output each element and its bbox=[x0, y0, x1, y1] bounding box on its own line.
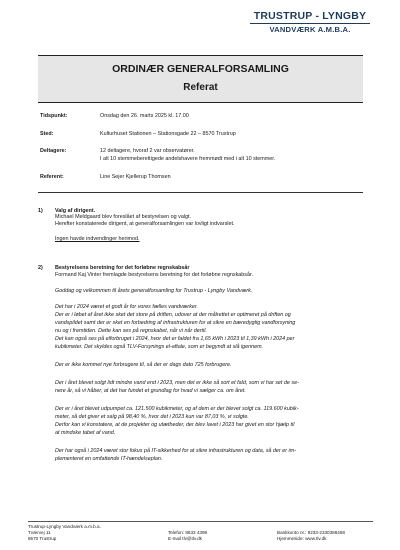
footer-email[interactable]: E-mail tlv@tlv.dk bbox=[168, 536, 202, 541]
report-line: Der har også i 2024 været stor fokus på IT-sikkerhed for at sikre infrastrukturen og data, så der er im- bbox=[55, 448, 296, 454]
section-1-note: Ingen havde indvendinger herimod. bbox=[55, 236, 140, 242]
report-line: Der er i året blevet udpumpet ca. 121.500 kubikmeter, og af dem er der blevet solgt ca. 119.600 kubik- bbox=[55, 406, 299, 412]
footer-address bbox=[28, 524, 101, 542]
report-line: Det kan også ses på elforbruget i 2024, hvor det er faldet fra 1,65 kWh i 2023 til 1,39 kWh i 2024 per bbox=[55, 336, 295, 342]
meta-value: Line Sejer Kjellerup Thomsen bbox=[100, 174, 171, 180]
report-line: nu og i fremtiden. Dette kan ses på regnskabet, når vi når dertil. bbox=[55, 328, 207, 334]
logo-subtitle: VANDVÆRK A.M.B.A. bbox=[269, 25, 351, 34]
footer-bank-account: Bankkonto nr.: 9233-2330388458 bbox=[277, 530, 345, 535]
meta-label: Sted: bbox=[40, 131, 54, 137]
logo-divider bbox=[250, 23, 370, 24]
report-line: Der er i løbet af året ikke sket det store på driften, udover at der målrettet er optimeret på driften og bbox=[55, 312, 291, 318]
title-box bbox=[38, 55, 363, 103]
section-2-title: Bestyrelsens beretning for det forløbne regnskabsår bbox=[55, 265, 190, 271]
footer-city: 8570 Trustrup bbox=[28, 536, 57, 541]
section-1-number: 1) bbox=[38, 208, 43, 214]
report-line: kubikmeter. Det skyldes også TLV-Forsynings el-aftale, som er begyndt at slå igennem. bbox=[55, 344, 264, 350]
section-1-line: Michael Meldgaard blev foreslået af bestyrelsen og valgt. bbox=[55, 214, 192, 220]
report-line: Derfor kan vi konstatere, at de projekter og utætheder, der blev lavet i 2023 har givet en stor hjælp til bbox=[55, 422, 295, 428]
meta-value: I alt 10 stemmeberettigede andelshavere fremmødt med i alt 10 stemmer. bbox=[100, 156, 276, 162]
footer-contact bbox=[168, 524, 207, 542]
section-2-number: 2) bbox=[38, 265, 43, 271]
meta-value: Onsdag den 26. marts 2025 kl. 17.00 bbox=[100, 113, 189, 119]
company-logo bbox=[250, 10, 370, 34]
logo-name: TRUSTRUP - LYNGBY bbox=[253, 10, 367, 22]
section-1-title: Valg af dirigent. bbox=[55, 208, 96, 214]
document-subtitle: Referat bbox=[183, 82, 218, 93]
report-paragraph: Der er ikke kommet nye forbrugere til, så der er dags dato 725 forbrugere. bbox=[55, 362, 232, 368]
report-line: Der i året blevet solgt lidt mindre vand end i 2023, men det er ikke så sort et fald, som vi har set de se- bbox=[55, 380, 299, 386]
report-line: Det har i 2024 været et godt år for vores fælles vandværker. bbox=[55, 304, 199, 310]
footer-website[interactable]: Hjemmeside: www.tlv.dk bbox=[277, 536, 327, 541]
section-2-intro: Formand Kaj Vinter fremlagde bestyrelsens beretning for det forløbne regnskabsår. bbox=[55, 272, 253, 278]
footer-bank bbox=[277, 530, 345, 542]
report-line: meter, så det giver et salg på 98,40 %, hvor det i 2023 kun var 87,03 %, vi solgte. bbox=[55, 414, 249, 420]
separator-line bbox=[38, 192, 363, 193]
meta-label: Tidspunkt: bbox=[40, 113, 68, 119]
footer-company: Trustrup-Lyngby Vandværk a.m.b.a. bbox=[28, 524, 101, 529]
meta-value: 12 deltagere, hvoraf 2 var observatører. bbox=[100, 148, 195, 154]
footer-divider bbox=[28, 521, 373, 522]
section-1-line: Herefter konstaterede dirigent, at generalforsamlingen var lovligt indvarslet. bbox=[55, 221, 235, 227]
report-line: at mindske tabet af vand. bbox=[55, 430, 116, 436]
report-paragraph: Goddag og velkommen til årets generalforsamling for Trustrup - Lyngby Vandværk. bbox=[55, 288, 253, 294]
document-title: ORDINÆR GENERALFORSAMLING bbox=[112, 63, 289, 75]
report-line: vandspildet samt der er sket en forbedring af infrastrukturen for at sikre en bæredygtig vandforsyning bbox=[55, 320, 296, 326]
footer-street: Tværvej 11 bbox=[28, 530, 51, 535]
report-line: nere år, så vi håber, at det har fundet et grundlag for hvad vi sælger ca. om året. bbox=[55, 388, 246, 394]
meta-label: Referent: bbox=[40, 174, 64, 180]
footer-phone: Telefon: 8633 4399 bbox=[168, 530, 208, 535]
meta-value: Kulturhuset Stationen – Stationsgade 22 – 8570 Trustrup bbox=[100, 131, 236, 137]
meta-label: Deltagere: bbox=[40, 148, 67, 154]
report-line: plementeret en omfattende IT-hændelseplan. bbox=[55, 456, 163, 462]
